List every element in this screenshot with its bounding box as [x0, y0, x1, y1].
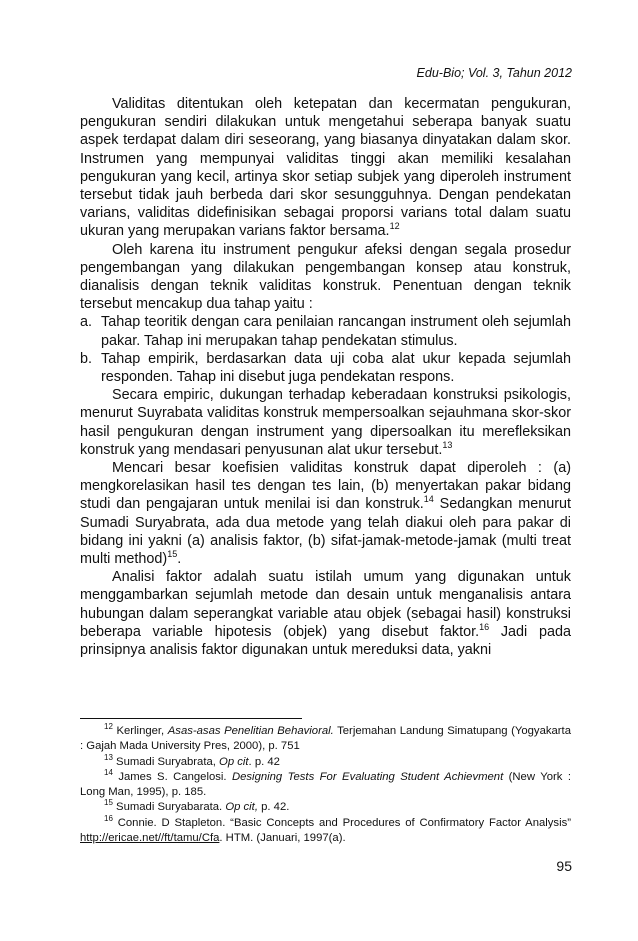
- list-text: Tahap empirik, berdasarkan data uji coba alat ukur kepada sejumlah responden. Tahap ini disebut juga pendekatan respons.: [101, 350, 571, 386]
- footnote-title: Op cit,: [225, 801, 258, 814]
- footnote-ref-16[interactable]: 16: [479, 621, 490, 632]
- footnote-details: . HTM. (Januari, 1997(a).: [219, 832, 346, 845]
- footnote-number: 12: [104, 722, 113, 731]
- footnotes: [80, 724, 571, 846]
- footnote-link[interactable]: http://ericae.net//ft/tamu/Cfa: [80, 832, 220, 845]
- list-marker: a.: [80, 314, 93, 331]
- footnote-ref-13[interactable]: 13: [442, 439, 453, 450]
- paragraph-empiric: [80, 386, 571, 459]
- paragraph-factor-analysis: [80, 568, 571, 659]
- footnote-12: [80, 724, 571, 755]
- footnote-number: 13: [104, 752, 113, 762]
- footnote-details: Terjemahan Landung Simatupang (Yogyakarta : Gajah Mada University Pres, 2000), p. 751: [80, 725, 571, 753]
- footnote-author: Kerlinger,: [116, 725, 168, 737]
- footnote-details: (New York : Long Man, 1995), p. 185.: [80, 770, 571, 799]
- footnote-16: [80, 813, 571, 847]
- list-item-a: [80, 313, 571, 349]
- paragraph-text: Validitas ditentukan oleh ketepatan dan kecermatan pengukuran, pengukuran sendiri dilakukan untuk mengetahui seberapa banyak suatu aspek terdapat dalam diri seseorang, yang biasanya dinyatakan dalam skor. Instrumen yang mempunyai validitas tinggi akan memiliki kesalahan pengukuran yang kecil, artinya skor setiap subjek yang diperoleh instrument tersebut tidak jauh berbeda dari skor sesungguhnya. Dengan pendekatan varians, validitas didefinisikan sebagai proporsi varians total dalam suatu ukuran yang merupakan varians faktor bersama.: [80, 96, 571, 240]
- footnote-number: 16: [104, 813, 113, 823]
- footnote-title: Op cit: [219, 755, 249, 768]
- list-item-b: [80, 350, 571, 386]
- footnote-ref-14[interactable]: 14: [423, 494, 434, 505]
- footnote-13: [80, 752, 571, 770]
- footnote-number: 14: [104, 767, 113, 777]
- paragraph-text: Oleh karena itu instrument pengukur afeksi dengan segala prosedur pengembangan yang dilakukan pengembangan konsep atau konstruk, dianalisis dengan teknik validitas konstruk. Penentuan dengan teknik tersebut mencakup dua tahap yaitu :: [80, 241, 571, 313]
- footnote-author: Sumadi Suryabarata.: [116, 801, 226, 814]
- paragraph-coefficient: [80, 459, 571, 568]
- footnote-number: 15: [104, 798, 113, 808]
- footnote-divider: [80, 718, 302, 719]
- footnote-author: James S. Cangelosi.: [118, 770, 232, 783]
- paragraph-text: Analisi faktor adalah suatu istilah umum yang digunakan untuk menggambarkan sejumlah metode dan desain untuk menganalisis antara hubungan dalam seperangkat variable atau objek (sebagai hasil) konstruksi beberapa variable hipotesis (objek) yang disebut faktor.: [80, 569, 571, 640]
- paragraph-validity-definition: [80, 95, 571, 241]
- list-text: Tahap teoritik dengan cara penilaian rancangan instrument oleh sejumlah pakar. Tahap ini merupakan tahap pendekatan stimulus.: [101, 314, 571, 349]
- footnote-author: Sumadi Suryabrata,: [116, 755, 220, 768]
- paragraph-text: Secara empiric, dukungan terhadap keberadaan konstruksi psikologis, menurut Suyrabata validitas konstruk mempersoalkan sejauhmana skor-skor hasil pengukuran dengan instrument yang dipersoalkan itu merefleksikan konstruk yang mendasari penyusunan alat ukur tersebut.: [80, 387, 571, 458]
- main-text: [80, 95, 571, 659]
- footnote-title: Asas-asas Penelitian Behavioral.: [167, 725, 334, 737]
- paragraph-construct-validity: [80, 241, 571, 314]
- footnote-author: Connie. D Stapleton. “Basic Concepts and Procedures of Confirmatory Factor Analysis”: [117, 816, 571, 829]
- paragraph-text: Sedangkan menurut Sumadi Suryabrata, ada dua metode yang telah diakui oleh para pakar di bidang ini yakni (a) analisis faktor, (b) sifat-jamak-metode-jamak (multi treat multi method): [80, 496, 571, 568]
- paragraph-text: .: [177, 551, 182, 568]
- footnote-ref-15[interactable]: 15: [167, 549, 178, 560]
- list-marker: b.: [80, 350, 93, 367]
- footnote-ref-12[interactable]: 12: [389, 221, 400, 232]
- running-header: Edu-Bio; Vol. 3, Tahun 2012: [416, 66, 572, 80]
- paragraph-text: Mencari besar koefisien validitas konstruk dapat diperoleh : (a) mengkorelasikan hasil tes dengan tes lain, (b) menyertakan pakar bidang studi dan pengajaran untuk menilai isi dan konstruk.: [80, 460, 571, 513]
- footnote-details: p. 42.: [257, 801, 290, 814]
- page-number: 95: [556, 858, 572, 874]
- footnote-title: Designing Tests For Evaluating Student Achievment: [231, 770, 504, 783]
- footnote-details: . p. 42: [248, 755, 280, 768]
- footnote-15: [80, 800, 571, 815]
- paragraph-text: Jadi pada prinsipnya analisis faktor digunakan untuk mereduksi data, yakni: [80, 623, 571, 659]
- footnote-14: [80, 767, 571, 801]
